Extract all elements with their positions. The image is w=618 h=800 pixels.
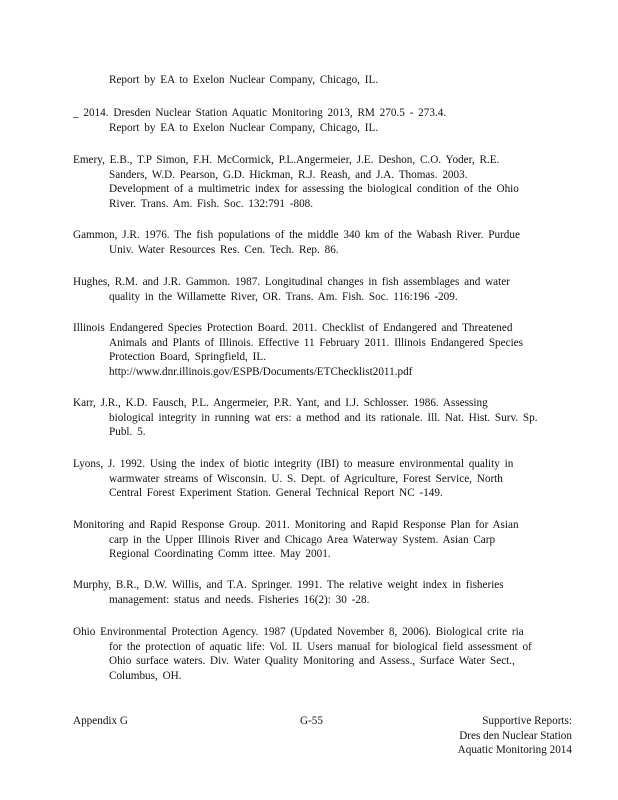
reference-line: Report by EA to Exelon Nuclear Company, Chicago, IL.	[109, 74, 379, 86]
reference-line: Development of a multimetric index for assessing the biological condition of the Ohio	[109, 183, 519, 195]
reference-entry	[73, 578, 551, 607]
reference-line: biological integrity in running wat ers: a method and its rationale. Ill. Nat. Hist. Surv. Sp.	[109, 411, 538, 424]
footer-page-number: G-55	[300, 715, 323, 727]
reference-line: Ohio surface waters. Div. Water Quality Monitoring and Assess., Surface Water Sect.,	[109, 655, 515, 667]
reference-line: management: status and needs. Fisheries 16(2): 30 -28.	[109, 593, 370, 606]
reference-entry	[73, 73, 551, 88]
reference-line: Protection Board, Springfield, IL.	[109, 351, 267, 363]
reference-line: Central Forest Experiment Station. General Technical Report NC -149.	[109, 487, 443, 499]
reference-entry	[73, 275, 551, 304]
reference-line: _ 2014. Dresden Nuclear Station Aquatic Monitoring 2013, RM 270.5 - 273.4.	[73, 107, 447, 119]
reference-line: Columbus, OH.	[109, 669, 182, 682]
reference-entry	[73, 625, 551, 683]
reference-entry	[73, 106, 551, 135]
reference-entry	[73, 396, 551, 440]
reference-entry	[73, 228, 551, 257]
reference-url: http://www.dnr.illinois.gov/ESPB/Documents/ETChecklist2011.pdf	[109, 365, 413, 378]
reference-line: Animals and Plants of Illinois. Effective 11 February 2011. Illinois Endangered Species	[109, 336, 523, 349]
reference-line: for the protection of aquatic life: Vol. II. Users manual for biological field assessment of	[109, 640, 532, 653]
reference-line: Publ. 5.	[109, 426, 146, 438]
footer-report-line: Supportive Reports:	[482, 715, 572, 727]
reference-entry	[73, 518, 551, 562]
reference-line: Univ. Water Resources Res. Cen. Tech. Rep. 86.	[109, 243, 339, 256]
footer-report-title	[458, 714, 572, 758]
footer-report-line: Aquatic Monitoring 2014	[457, 744, 572, 756]
reference-line: Sanders, W.D. Pearson, G.D. Hickman, R.J. Reash, and J.A. Thomas. 2003.	[109, 168, 468, 181]
reference-line: Emery, E.B., T.P Simon, F.H. McCormick, P.L.Angermeier, J.E. Deshon, C.O. Yoder, R.E.	[73, 154, 500, 166]
reference-line: Illinois Endangered Species Protection Board. 2011. Checklist of Endangered and Threatened	[73, 322, 513, 334]
reference-line: Murphy, B.R., D.W. Willis, and T.A. Springer. 1991. The relative weight index in fisheries	[73, 579, 504, 591]
reference-entry	[73, 153, 551, 211]
reference-line: River. Trans. Am. Fish. Soc. 132:791 -808.	[109, 197, 314, 210]
reference-line: Report by EA to Exelon Nuclear Company, Chicago, IL.	[109, 121, 379, 134]
footer-report-line: Dres den Nuclear Station	[459, 729, 572, 742]
reference-line: Karr, J.R., K.D. Fausch, P.L. Angermeier, P.R. Yant, and I.J. Schlosser. 1986. Assessing	[73, 397, 488, 409]
reference-line: Lyons, J. 1992. Using the index of biotic integrity (IBI) to measure environmental quality in	[73, 458, 514, 470]
reference-line: Gammon, J.R. 1976. The fish populations of the middle 340 km of the Wabash River. Purdue	[73, 229, 520, 241]
footer-appendix-label: Appendix G	[73, 715, 128, 727]
reference-entry	[73, 321, 551, 379]
reference-entry	[73, 457, 551, 501]
reference-line: warmwater streams of Wisconsin. U. S. Dept. of Agriculture, Forest Service, North	[109, 472, 503, 485]
reference-line: quality in the Willamette River, OR. Trans. Am. Fish. Soc. 116:196 -209.	[109, 290, 458, 303]
reference-line: Monitoring and Rapid Response Group. 2011. Monitoring and Rapid Response Plan for Asian	[73, 519, 519, 531]
reference-line: Ohio Environmental Protection Agency. 1987 (Updated November 8, 2006). Biological crite ria	[73, 626, 524, 638]
reference-line: Regional Coordinating Comm ittee. May 2001.	[109, 548, 331, 560]
reference-line: carp in the Upper Illinois River and Chicago Area Waterway System. Asian Carp	[109, 533, 496, 546]
reference-line: Hughes, R.M. and J.R. Gammon. 1987. Longitudinal changes in fish assemblages and water	[73, 276, 510, 288]
